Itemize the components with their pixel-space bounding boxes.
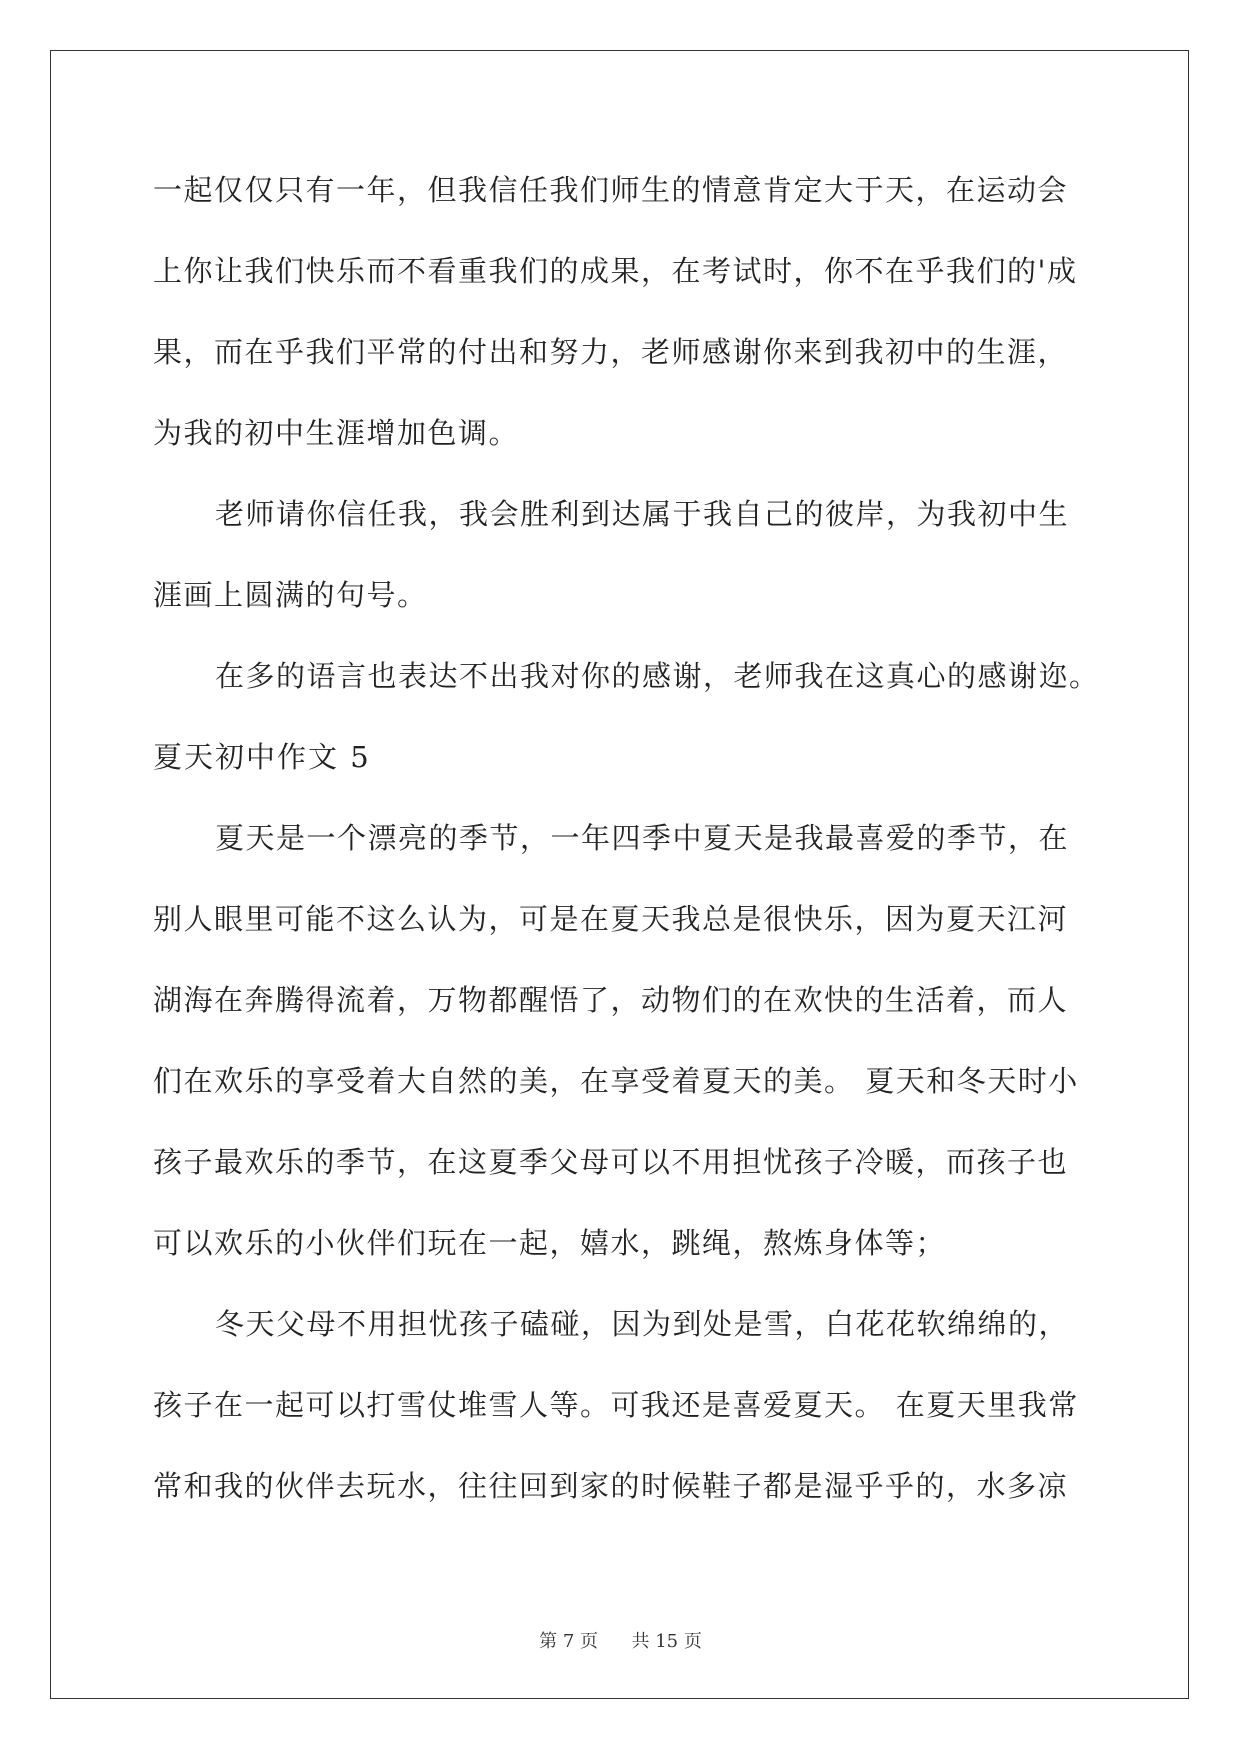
- paragraph-start-line: 冬天父母不用担忧孩子磕碰，因为到处是雪，白花花软绵绵的，: [215, 1307, 1070, 1341]
- text-line: 上你让我们快乐而不看重我们的成果，在考试时，你不在乎我们的'成: [153, 254, 1078, 288]
- document-body: [153, 162, 1103, 1539]
- section-heading: 夏天初中作文 5: [153, 740, 371, 774]
- text-line: 可以欢乐的小伙伴们玩在一起，嬉水，跳绳，熬炼身体等；: [153, 1226, 947, 1260]
- text-line: 孩子在一起可以打雪仗堆雪人等。可我还是喜爱夏天。 在夏天里我常: [153, 1388, 1079, 1422]
- paragraph-start-line: 在多的语言也表达不出我对你的感谢，老师我在这真心的感谢迩。: [215, 659, 1100, 693]
- text-line: 湖海在奔腾得流着，万物都醒悟了，动物们的在欢快的生活着，而人: [153, 983, 1069, 1017]
- text-line: 为我的初中生涯增加色调。: [153, 416, 520, 450]
- paragraph-start-line: 夏天是一个漂亮的季节，一年四季中夏天是我最喜爱的季节，在: [215, 821, 1070, 855]
- text-line: 别人眼里可能不这么认为，可是在夏天我总是很快乐，因为夏天江河: [153, 902, 1069, 936]
- text-line: 们在欢乐的享受着大自然的美，在享受着夏天的美。 夏天和冬天时小: [153, 1064, 1079, 1098]
- text-line: 涯画上圆满的句号。: [153, 578, 428, 612]
- page-footer: [0, 1627, 1241, 1653]
- paragraph-start-line: 老师请你信任我，我会胜利到达属于我自己的彼岸，为我初中生: [215, 497, 1070, 531]
- text-line: 一起仅仅只有一年，但我信任我们师生的情意肯定大于天，在运动会: [153, 173, 1069, 207]
- page-number: 第 7 页: [539, 1631, 599, 1652]
- page-total: 共 15 页: [631, 1631, 702, 1652]
- text-line: 孩子最欢乐的季节，在这夏季父母可以不用担忧孩子冷暖，而孩子也: [153, 1145, 1069, 1179]
- text-line: 果，而在乎我们平常的付出和努力，老师感谢你来到我初中的生涯，: [153, 335, 1069, 369]
- text-line: 常和我的伙伴去玩水，往往回到家的时候鞋子都是湿乎乎的，水多凉: [153, 1469, 1069, 1503]
